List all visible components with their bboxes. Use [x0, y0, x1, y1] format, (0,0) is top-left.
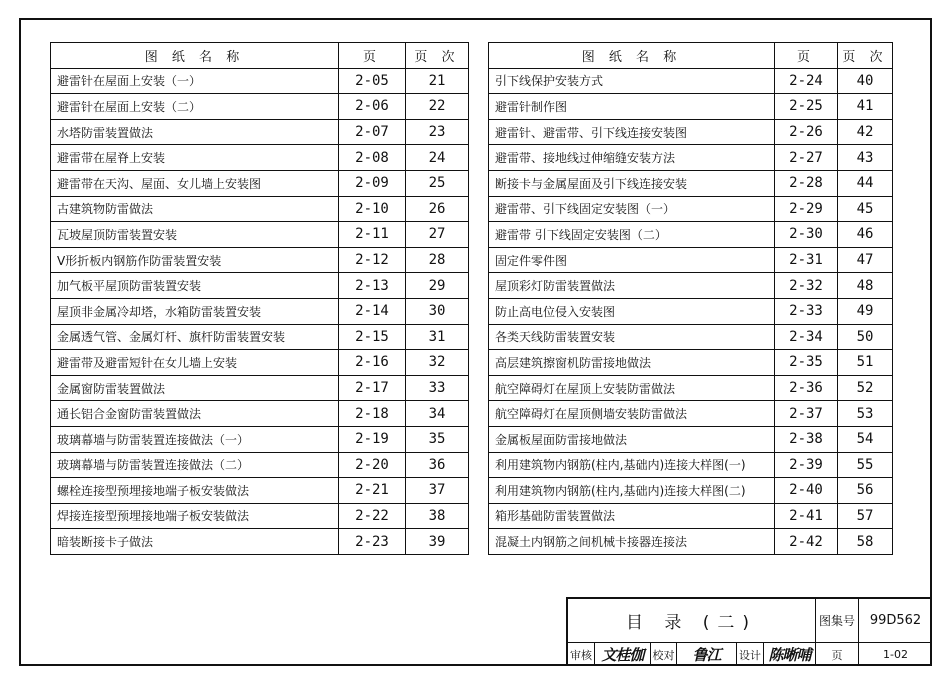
drawing-index: 45 [838, 196, 893, 222]
drawing-index: 33 [406, 375, 469, 401]
drawing-page: 2-09 [339, 170, 406, 196]
drawing-name: 玻璃幕墙与防雷装置连接做法（二） [51, 452, 339, 478]
drawing-index: 26 [406, 196, 469, 222]
right-table-body [489, 68, 893, 554]
table-row [489, 119, 893, 145]
drawing-name: 古建筑物防雷做法 [51, 196, 339, 222]
drawing-page: 2-15 [339, 324, 406, 350]
table-row [51, 94, 469, 120]
drawing-index: 32 [406, 350, 469, 376]
table-row [51, 273, 469, 299]
table-row [489, 68, 893, 94]
drawing-page: 2-29 [775, 196, 838, 222]
drawing-page: 2-23 [339, 529, 406, 555]
drawing-name: 避雷带 引下线固定安装图（二） [489, 222, 775, 248]
drawing-name: 瓦坡屋顶防雷装置安装 [51, 222, 339, 248]
drawing-name: 固定件零件图 [489, 247, 775, 273]
drawing-page: 2-10 [339, 196, 406, 222]
table-row [489, 298, 893, 324]
drawing-page: 2-07 [339, 119, 406, 145]
drawing-index: 21 [406, 68, 469, 94]
table-row [489, 452, 893, 478]
review-label: 审核 [568, 643, 595, 666]
drawing-index: 35 [406, 426, 469, 452]
drawing-name: 焊接连接型预埋接地端子板安装做法 [51, 503, 339, 529]
drawing-page: 2-25 [775, 94, 838, 120]
table-row [51, 324, 469, 350]
table-row [51, 375, 469, 401]
drawing-index: 56 [838, 478, 893, 504]
drawing-name: 航空障碍灯在屋顶上安装防雷做法 [489, 375, 775, 401]
header-name: 图 纸 名 称 [51, 43, 339, 69]
drawing-page: 2-35 [775, 350, 838, 376]
table-row [51, 350, 469, 376]
drawing-name: 箱形基础防雷装置做法 [489, 503, 775, 529]
drawing-index: 48 [838, 273, 893, 299]
drawing-index: 39 [406, 529, 469, 555]
drawing-name: 航空障碍灯在屋顶侧墙安装防雷做法 [489, 401, 775, 427]
table-row [489, 324, 893, 350]
table-row [489, 247, 893, 273]
drawing-name: 螺栓连接型预埋接地端子板安装做法 [51, 478, 339, 504]
drawing-index: 24 [406, 145, 469, 171]
drawing-name: V形折板内钢筋作防雷装置安装 [51, 247, 339, 273]
check-label: 校对 [651, 643, 677, 666]
drawing-name: 避雷带在屋脊上安装 [51, 145, 339, 171]
table-row [489, 170, 893, 196]
drawing-page: 2-36 [775, 375, 838, 401]
table-row [51, 529, 469, 555]
drawing-page: 2-08 [339, 145, 406, 171]
table-row [489, 401, 893, 427]
drawing-name: 玻璃幕墙与防雷装置连接做法（一） [51, 426, 339, 452]
drawing-name: 防止高电位侵入安装图 [489, 298, 775, 324]
drawing-index: 57 [838, 503, 893, 529]
atlas-number: 99D562 [869, 613, 922, 628]
table-header-row [489, 43, 893, 69]
review-signature: 文桂伽 [595, 643, 651, 666]
drawing-index: 58 [838, 529, 893, 555]
drawing-page: 2-18 [339, 401, 406, 427]
drawing-index: 47 [838, 247, 893, 273]
page-number: 1-02 [883, 648, 908, 661]
drawing-page: 2-40 [775, 478, 838, 504]
drawing-name: 引下线保护安装方式 [489, 68, 775, 94]
drawing-index: 55 [838, 452, 893, 478]
drawing-index: 37 [406, 478, 469, 504]
table-row [489, 503, 893, 529]
right-index-table [488, 42, 893, 555]
header-page: 页 [775, 43, 838, 69]
drawing-name: 屋顶彩灯防雷装置做法 [489, 273, 775, 299]
title-block [566, 597, 932, 666]
table-row [489, 529, 893, 555]
drawing-index: 28 [406, 247, 469, 273]
drawing-name: 避雷针、避雷带、引下线连接安装图 [489, 119, 775, 145]
sheet-title: 目 录 (二) [568, 599, 816, 642]
table-row [51, 298, 469, 324]
drawing-index: 40 [838, 68, 893, 94]
drawing-page: 2-37 [775, 401, 838, 427]
drawing-index: 38 [406, 503, 469, 529]
drawing-name: 各类天线防雷装置安装 [489, 324, 775, 350]
drawing-index: 42 [838, 119, 893, 145]
drawing-index: 52 [838, 375, 893, 401]
drawing-page: 2-27 [775, 145, 838, 171]
left-index-table [50, 42, 469, 555]
drawing-name: 断接卡与金属屋面及引下线连接安装 [489, 170, 775, 196]
drawing-page: 2-34 [775, 324, 838, 350]
table-row [489, 273, 893, 299]
drawing-page: 2-06 [339, 94, 406, 120]
drawing-name: 高层建筑擦窗机防雷接地做法 [489, 350, 775, 376]
drawing-name: 暗装断接卡子做法 [51, 529, 339, 555]
drawing-name: 金属窗防雷装置做法 [51, 375, 339, 401]
table-row [51, 503, 469, 529]
drawing-index: 53 [838, 401, 893, 427]
drawing-page: 2-14 [339, 298, 406, 324]
drawing-page: 2-16 [339, 350, 406, 376]
check-signature: 鲁江 [677, 643, 737, 666]
table-header-row [51, 43, 469, 69]
drawing-page: 2-11 [339, 222, 406, 248]
header-index: 页 次 [406, 43, 469, 69]
drawing-page: 2-39 [775, 452, 838, 478]
drawing-index: 25 [406, 170, 469, 196]
drawing-name: 避雷带、接地线过伸缩缝安装方法 [489, 145, 775, 171]
table-row [489, 478, 893, 504]
drawing-index: 49 [838, 298, 893, 324]
drawing-index: 30 [406, 298, 469, 324]
left-table-body [51, 68, 469, 554]
drawing-name: 混凝土内钢筋之间机械卡接器连接法 [489, 529, 775, 555]
drawing-page: 2-30 [775, 222, 838, 248]
drawing-name: 避雷针制作图 [489, 94, 775, 120]
drawing-page: 2-17 [339, 375, 406, 401]
table-row [51, 119, 469, 145]
design-signature: 陈晰哺 [764, 643, 816, 666]
drawing-index: 51 [838, 350, 893, 376]
drawing-page: 2-38 [775, 426, 838, 452]
drawing-name: 避雷针在屋面上安装（二） [51, 94, 339, 120]
table-row [489, 222, 893, 248]
table-row [51, 196, 469, 222]
drawing-name: 金属透气管、金属灯杆、旗杆防雷装置安装 [51, 324, 339, 350]
drawing-name: 避雷针在屋面上安装（一） [51, 68, 339, 94]
drawing-index: 34 [406, 401, 469, 427]
drawing-page: 2-05 [339, 68, 406, 94]
table-row [51, 68, 469, 94]
drawing-page: 2-32 [775, 273, 838, 299]
table-row [51, 401, 469, 427]
drawing-page: 2-41 [775, 503, 838, 529]
drawing-index: 23 [406, 119, 469, 145]
drawing-index: 46 [838, 222, 893, 248]
table-row [51, 452, 469, 478]
drawing-index: 36 [406, 452, 469, 478]
drawing-name: 避雷带在天沟、屋面、女儿墙上安装图 [51, 170, 339, 196]
drawing-page: 2-26 [775, 119, 838, 145]
table-row [51, 145, 469, 171]
table-row [489, 196, 893, 222]
table-row [489, 350, 893, 376]
drawing-page: 2-33 [775, 298, 838, 324]
table-row [51, 247, 469, 273]
table-row [489, 145, 893, 171]
drawing-page: 2-21 [339, 478, 406, 504]
design-label: 设计 [737, 643, 764, 666]
drawing-name: 避雷带及避雷短针在女儿墙上安装 [51, 350, 339, 376]
header-index: 页 次 [838, 43, 893, 69]
drawing-index: 54 [838, 426, 893, 452]
drawing-name: 避雷带、引下线固定安装图（一） [489, 196, 775, 222]
header-page: 页 [339, 43, 406, 69]
drawing-index: 22 [406, 94, 469, 120]
drawing-index: 44 [838, 170, 893, 196]
table-row [489, 94, 893, 120]
page-label: 页 [816, 643, 859, 666]
table-row [51, 170, 469, 196]
drawing-page: 2-19 [339, 426, 406, 452]
table-row [51, 222, 469, 248]
drawing-name: 通长铝合金窗防雷装置做法 [51, 401, 339, 427]
drawing-name: 水塔防雷装置做法 [51, 119, 339, 145]
drawing-index: 50 [838, 324, 893, 350]
atlas-number-label: 图集号 [816, 599, 859, 642]
title-block-sign-row [568, 643, 932, 666]
drawing-index: 27 [406, 222, 469, 248]
drawing-page: 2-28 [775, 170, 838, 196]
drawing-index: 43 [838, 145, 893, 171]
table-row [489, 426, 893, 452]
drawing-page: 2-24 [775, 68, 838, 94]
table-row [51, 478, 469, 504]
drawing-page: 2-13 [339, 273, 406, 299]
drawing-name: 屋顶非金属冷却塔，水箱防雷装置安装 [51, 298, 339, 324]
drawing-page: 2-20 [339, 452, 406, 478]
drawing-page: 2-31 [775, 247, 838, 273]
drawing-page: 2-22 [339, 503, 406, 529]
drawing-index: 29 [406, 273, 469, 299]
drawing-index: 41 [838, 94, 893, 120]
table-row [489, 375, 893, 401]
drawing-name: 加气板平屋顶防雷装置安装 [51, 273, 339, 299]
drawing-index: 31 [406, 324, 469, 350]
drawing-page: 2-42 [775, 529, 838, 555]
drawing-name: 金属板屋面防雷接地做法 [489, 426, 775, 452]
drawing-name: 利用建筑物内钢筋(柱内,基础内)连接大样图(二) [489, 478, 775, 504]
table-row [51, 426, 469, 452]
drawing-name: 利用建筑物内钢筋(柱内,基础内)连接大样图(一) [489, 452, 775, 478]
title-block-top-row [568, 599, 932, 643]
header-name: 图 纸 名 称 [489, 43, 775, 69]
drawing-page: 2-12 [339, 247, 406, 273]
